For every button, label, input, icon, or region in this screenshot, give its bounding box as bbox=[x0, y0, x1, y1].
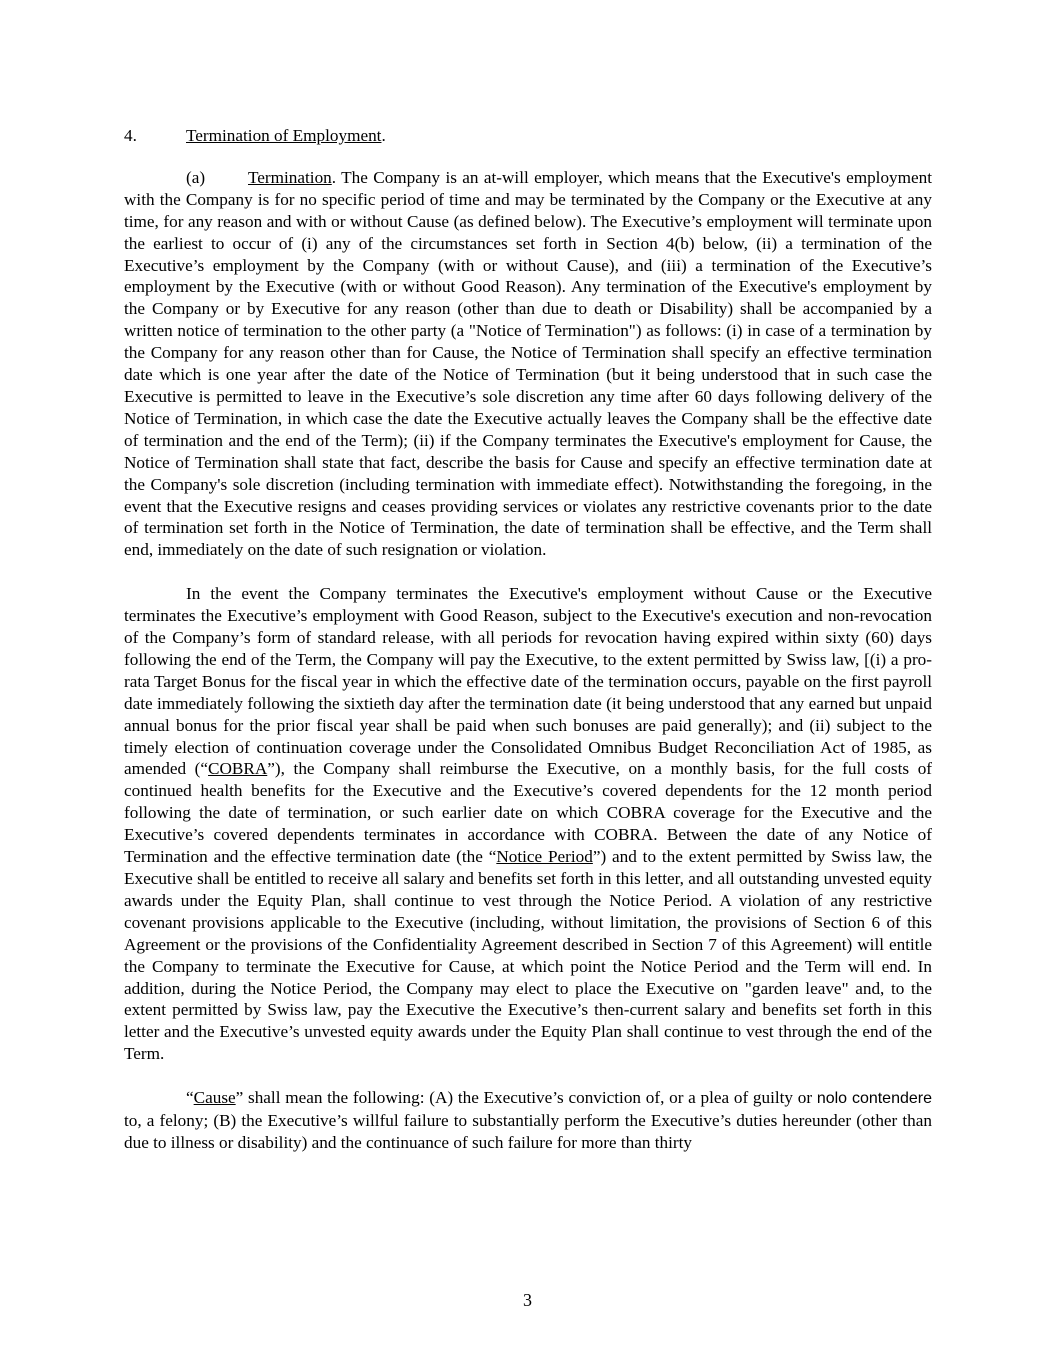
subsection-heading: Termination bbox=[248, 167, 332, 187]
paragraph-text: ”), the Company shall reimburse the Executive, on a monthly basis, for the full costs of continued health benefits for the Executive and the Executive’s covered dependents for the 12 month period following the date of termination, or such earlier date on which COBRA coverage for the Executive and the Executive’s covered dependents terminates in accordance with COBRA. Between the date of any Notice of Termination and the effective termination date (the “ bbox=[124, 759, 933, 867]
open-quote: “ bbox=[186, 1088, 194, 1108]
paragraph-termination bbox=[124, 167, 932, 561]
subsection-label: (a) bbox=[186, 167, 206, 187]
latin-term: nolo contendere bbox=[816, 1090, 933, 1108]
paragraph-without-cause bbox=[124, 583, 932, 1065]
section-title-period: . bbox=[381, 126, 386, 145]
paragraph-cause-definition bbox=[124, 1087, 932, 1154]
document-body bbox=[124, 125, 932, 1176]
paragraph-text: In the event the Company terminates the Executive's employment without Cause or the Executive terminates the Executive’s employment with Good Reason, subject to the Executive's execution and non-revocation of the Company’s form of standard release, with all periods for revocation having expired within sixty (60) days following the end of the Term, the Company will pay the Executive, to the extent permitted by Swiss law, [(i) a pro-rata Target Bonus for the fiscal year in which the effective date of the termination occurs, payable on the first payroll date immediately following the sixtieth day after the termination date (it being understood that any earned but unpaid annual bonus for the prior fiscal year shall be paid when such bonuses are paid generally); and (ii) subject to the timely election of continuation coverage under the Consolidated Omnibus Budget Reconciliation Act of 1985, as amended (“ bbox=[124, 584, 932, 779]
section-number: 4. bbox=[124, 126, 137, 145]
defined-term-cause: Cause bbox=[193, 1088, 236, 1108]
defined-term-cobra: COBRA bbox=[208, 759, 268, 779]
defined-term-notice-period: Notice Period bbox=[496, 847, 593, 867]
subsection-text: . The Company is an at-will employer, which means that the Executive's employment with the Company is for no specific period of time and may be terminated by the Company or the Executive at any time, for any reason and with or without Cause (as defined below). The Executive’s employment will terminate upon the earliest to occur of (i) any of the circumstances set forth in Section 4(b) below, (ii) a termination of the Executive’s employment by the Company (with or without Cause), and (iii) a termination of the Executive’s employment by the Executive (with or without Good Reason). Any termination of the Executive's employment by the Company or by Executive for any reason (other than due to death or Disability) shall be accompanied by a written notice of termination to the other party (a "Notice of Termination") as follows: (i) in case of a termination by the Company for any reason other than for Cause, the Notice of Termination shall specify an effective termination date which is one year after the date of the Notice of Termination (but it being understood that in such case the Executive is permitted to leave in the Executive’s sole discretion any time after 60 days following delivery of the Notice of Termination, in which case the date the Executive actually leaves the Company shall be the effective date of termination and the end of the Term); (ii) if the Company terminates the Executive's employment for Cause, the Notice of Termination shall state that fact, describe the basis for Cause and specify an effective termination date at the Company's sole discretion (including termination with immediate effect). Notwithstanding the foregoing, in the event that the Executive resigns and ceases providing services or violates any restrictive covenants prior to the date of termination set forth in the Notice of Termination, the date of termination shall be effective, and the Term shall end, immediately on the date of such resignation or violation. bbox=[124, 167, 932, 560]
paragraph-text: ” shall mean the following: (A) the Executive’s conviction of, or a plea of guilty or bbox=[235, 1088, 817, 1108]
paragraph-text: ”) and to the extent permitted by Swiss law, the Executive shall be entitled to receive all salary and benefits set forth in this letter, and all outstanding unvested equity awards under the Equity Plan, shall continue to vest through the Notice Period. A violation of any restrictive covenant provisions applicable to the Executive (including, without limitation, the provisions of Section 6 of this Agreement or the provisions of the Confidentiality Agreement described in Section 7 of this Agreement) will entitle the Company to terminate the Executive for Cause, at which point the Notice Period and the Term will end. In addition, during the Notice Period, the Company may elect to place the Executive on "garden leave" and, to the extent permitted by Swiss law, pay the Executive the Executive’s then-current salary and benefits set forth in this letter and the Executive’s unvested equity awards under the Equity Plan shall continue to vest through the end of the Term. bbox=[124, 847, 932, 1064]
paragraph-text: to, a felony; (B) the Executive’s willful failure to substantially perform the Executive’s duties hereunder (other than due to illness or disability) and the continuance of such failure for more than thirty bbox=[124, 1111, 932, 1152]
section-heading bbox=[124, 125, 932, 147]
section-title: Termination of Employment bbox=[186, 126, 382, 145]
page-number: 3 bbox=[523, 1290, 532, 1310]
